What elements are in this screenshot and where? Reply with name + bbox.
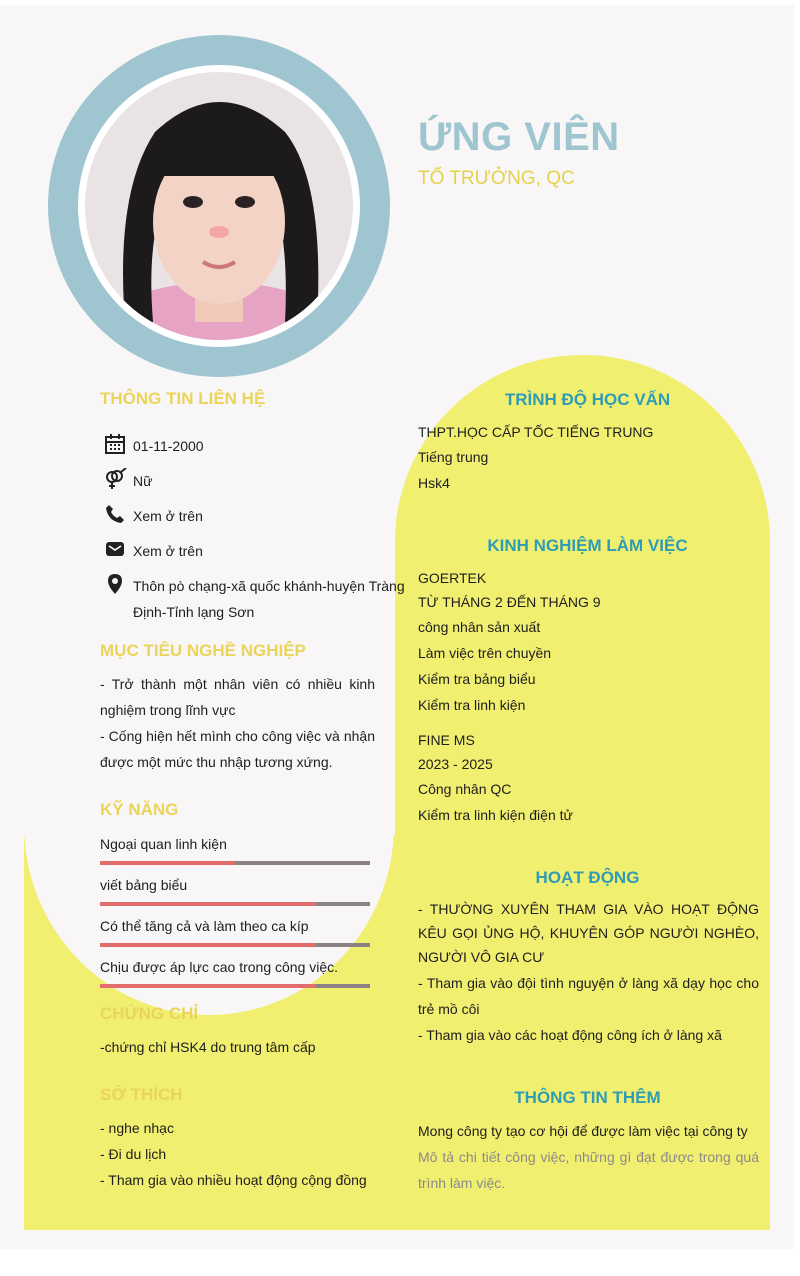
skill-bar-fill [100,902,316,906]
skill-bar [100,943,370,947]
address-value: Thôn pò chạng-xã quốc khánh-huyện Tràng Định-Tỉnh lạng Sơn [133,578,405,620]
skill-item [100,875,370,895]
skill-bar-fill [100,861,235,865]
education-line: Hsk4 [418,475,450,491]
activity-line: - Tham gia vào đội tình nguyện ở làng xã dạy học cho trẻ mồ côi [418,975,759,1017]
avatar[interactable] [85,72,353,340]
experience-title: KINH NGHIỆM LÀM VIỆC [487,536,688,555]
skill-name: viết bảng biểu [100,877,188,893]
hobby-item: - nghe nhạc [100,1120,174,1136]
hobby-item: - Tham gia vào nhiều hoạt động cộng đồng [100,1172,367,1188]
job-detail: Kiểm tra bảng biểu [418,671,536,687]
gender-icon [104,468,126,490]
job-detail: Công nhân QC [418,781,512,797]
skill-bar-fill [100,943,316,947]
additional-hint: Mô tả chi tiết công việc, những gì đạt được trong quá trình làm việc. [418,1149,759,1191]
education-line: Tiếng trung [418,449,489,465]
activities-title: HOẠT ĐỘNG [535,868,640,887]
job-detail: công nhân sản xuất [418,619,541,635]
skills-title: KỸ NĂNG [100,800,179,819]
additional-title: THÔNG TIN THÊM [514,1088,661,1107]
skill-name: Chịu được áp lực cao trong công việc. [100,959,339,975]
contact-title: THÔNG TIN LIÊN HỆ [100,389,266,408]
job-detail: Kiểm tra linh kiện [418,697,526,713]
skill-bar [100,861,370,865]
location-icon [104,573,126,595]
candidate-name: ỨNG VIÊN [418,115,620,159]
hobby-item: - Đi du lịch [100,1146,167,1162]
certificates-title: CHỨNG CHỈ [100,1004,199,1023]
skill-name: Có thể tăng cả và làm theo ca kíp [100,918,309,934]
gender-value: Nữ [133,473,153,489]
job-detail: Làm việc trên chuyền [418,645,552,661]
certificate-item: -chứng chỉ HSK4 do trung tâm cấp [100,1039,316,1055]
education-title: TRÌNH ĐỘ HỌC VẤN [504,390,671,409]
objective-title: MỤC TIÊU NGHỀ NGHIỆP [100,641,306,660]
calendar-icon [104,433,126,455]
job-period: TỪ THÁNG 2 ĐẾN THÁNG 9 [418,594,601,610]
skill-bar [100,984,370,988]
skill-bar [100,902,370,906]
objective-line-2: - Cống hiện hết mình cho công việc và nhận được một mức thu nhập tương xứng. [100,728,375,770]
job-detail: Kiểm tra linh kiện điện tử [418,807,573,823]
skill-bar-fill [100,984,316,988]
email-icon [104,538,126,560]
email-value[interactable]: Xem ở trên [133,543,203,559]
candidate-position: TỔ TRƯỞNG, QC [418,168,575,189]
cv-page [0,5,794,1249]
phone-icon [104,503,126,525]
job-period: 2023 - 2025 [418,756,493,772]
birthday-value: 01-11-2000 [133,438,204,454]
phone-value[interactable]: Xem ở trên [133,508,203,524]
job-company: FINE MS [418,732,475,748]
additional-text: Mong công ty tạo cơ hội để được làm việc tại công ty [418,1123,748,1139]
objective-line-1: - Trở thành một nhân viên có nhiều kinh nghiệm trong lĩnh vực [100,676,375,718]
hobbies-title: SỞ THÍCH [100,1085,183,1104]
skill-name: Ngoại quan linh kiện [100,836,227,852]
job-company: GOERTEK [418,570,487,586]
skill-item [100,957,370,977]
skill-item [100,834,370,854]
left-cutout-shape [24,605,394,1015]
skill-item [100,916,370,936]
activity-line: - Tham gia vào các hoạt động công ích ở làng xã [418,1027,722,1043]
activity-line: - THƯỜNG XUYÊN THAM GIA VÀO HOẠT ĐỘNG KÊU GỌI ỦNG HỘ, KHUYÊN GÓP NGƯỜI NGHÈO, NGƯỜI VÔ GIA CƯ [418,901,759,965]
education-line: THPT.HỌC CẤP TỐC TIẾNG TRUNG [418,424,654,440]
